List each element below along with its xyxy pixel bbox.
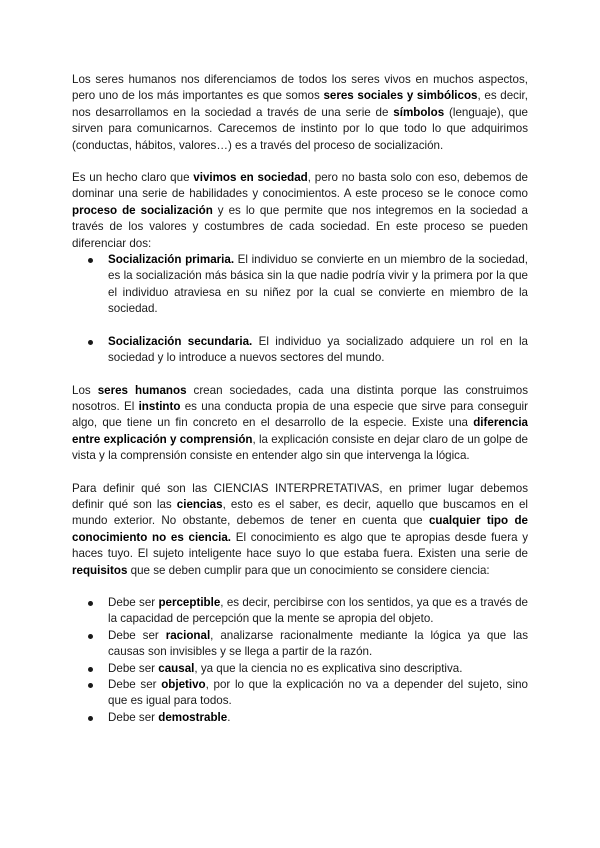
text-run: Debe ser — [108, 661, 159, 675]
paragraph-gap — [72, 154, 528, 170]
list-item-text — [108, 335, 528, 364]
text-run: , por lo que la explicación no va a depender del sujeto, sino que es igual para todos. — [108, 678, 528, 708]
bullet-icon — [88, 340, 93, 345]
text-run: , esto es el saber, es decir, aquello que buscamos en el mundo exterior. No obstante, debemos de tener en cuenta que — [72, 497, 528, 528]
text-run: , es decir, percibirse con los sentidos, ya que es a través de la capacidad de percepción que la mente se apropia del objeto. — [108, 595, 529, 626]
paragraph-gap — [72, 579, 528, 595]
bullet-icon — [88, 683, 93, 688]
text-run: El individuo ya socializado adquiere un rol en la sociedad y lo introduce a nuevos sectores del mundo. — [108, 334, 528, 365]
text-run: crean sociedades, cada una distinta porque las construimos nosotros. El — [72, 383, 528, 413]
text-run: Los seres humanos nos diferenciamos de todos los seres vivos en muchos aspectos, pero uno de los más importantes es que somos — [72, 73, 528, 103]
text-run: Es un hecho claro que — [72, 171, 194, 185]
text-run: , analizarse racionalmente mediante la lógica ya que las causas son invisibles y se llega a partir de la razón. — [108, 628, 528, 659]
list-item-primary-socialization — [72, 252, 528, 318]
text-run: Debe ser — [108, 710, 159, 724]
bold-text-run: cualquier tipo de conocimiento no es ciencia. — [72, 514, 528, 544]
text-run: Los — [72, 383, 98, 397]
bold-text-run: requisitos — [72, 563, 128, 577]
list-item-text — [108, 629, 528, 658]
socialization-list — [72, 252, 528, 366]
bold-text-run: demostrable — [158, 710, 228, 724]
text-run: , la explicación consiste en dejar claro de un golpe de vista y la comprensión consiste en entender algo sin que intervenga la lógica. — [72, 432, 528, 463]
bullet-icon — [88, 716, 93, 721]
bold-text-run: símbolos — [393, 105, 445, 119]
text-run: (lenguaje), que sirven para comunicarnos. Carecemos de instinto por lo que todo lo que adquirimos (conductas, hábitos, valores…) es a través del proceso de socialización. — [72, 105, 528, 152]
requirements-list — [72, 595, 528, 726]
text-run: Para definir qué son las CIENCIAS INTERPRETATIVAS, en primer lugar debemos definir qué son las — [72, 481, 528, 511]
list-item-causal — [72, 661, 528, 677]
bullet-icon — [88, 634, 93, 639]
bullet-icon — [88, 667, 93, 672]
bold-text-run: objetivo — [161, 678, 206, 691]
paragraph-gap — [72, 465, 528, 481]
text-run: Debe ser — [108, 628, 166, 642]
text-run: Debe ser — [108, 678, 162, 691]
bold-text-run: causal — [158, 661, 195, 675]
document-body — [72, 72, 528, 726]
bold-text-run: perceptible — [158, 595, 221, 609]
list-item-secondary-socialization — [72, 334, 528, 367]
list-item-text — [108, 662, 462, 675]
paragraph-human-beings — [72, 383, 528, 465]
text-run: Debe ser — [108, 595, 159, 609]
paragraph-society — [72, 170, 528, 252]
text-run: es una conducta propia de una especie que sirve para conseguir algo, que tiene un fin concreto en el desarrollo de la especie. Existe una — [72, 399, 528, 430]
text-run: El individuo se convierte en un miembro de la sociedad, es la socialización más básica sin la que nadie podría vivir y la primera por la que el individuo atraviesa en su niñez por la cual se convierte en miembro de la sociedad. — [108, 253, 528, 316]
text-run: que se deben cumplir para que un conocimiento se considere ciencia: — [127, 563, 490, 577]
text-run: , ya que la ciencia no es explicativa sino descriptiva. — [194, 661, 463, 675]
bold-text-run: instinto — [138, 399, 181, 413]
bold-text-run: Socialización primaria. — [108, 253, 235, 267]
text-run: y es lo que permite que nos integremos en la sociedad a través de los valores y costumbres de cada sociedad. En este proceso se pueden diferenciar dos: — [72, 203, 528, 250]
bold-text-run: vivimos en sociedad — [193, 171, 308, 185]
bold-text-run: diferencia entre explicación y comprensión — [72, 416, 528, 446]
paragraph-gap — [72, 367, 528, 383]
bold-text-run: seres sociales y simbólicos — [323, 89, 478, 103]
bold-text-run: proceso de socialización — [72, 203, 213, 217]
list-item-demostrable — [72, 710, 528, 726]
list-item-objetivo — [72, 677, 528, 710]
list-item-perceptible — [72, 595, 528, 628]
list-item-spacer — [72, 318, 528, 334]
bullet-icon — [88, 601, 93, 606]
list-item-text — [108, 596, 528, 625]
bold-text-run: Socialización secundaria. — [108, 334, 253, 348]
bullet-icon — [88, 258, 93, 263]
bold-text-run: seres humanos — [97, 383, 187, 397]
list-item-text — [108, 253, 528, 315]
paragraph-sciences — [72, 481, 528, 579]
text-run: . — [227, 710, 231, 724]
bold-text-run: ciencias — [176, 497, 223, 511]
text-run: , pero no basta solo con eso, debemos de dominar una serie de habilidades y conocimientos. A este proceso se le conoce como — [72, 171, 528, 201]
list-item-text — [108, 678, 528, 707]
text-run: , es decir, nos desarrollamos en la sociedad a través de una serie de — [72, 89, 528, 119]
text-run: El conocimiento es algo que te apropias desde fuera y haces tuyo. El sujeto inteligente hace suyo lo que estaba fuera. Existen una serie de — [72, 530, 528, 561]
list-item-text — [108, 711, 230, 724]
bold-text-run: racional — [165, 628, 211, 642]
paragraph-intro — [72, 72, 528, 154]
list-item-racional — [72, 628, 528, 661]
